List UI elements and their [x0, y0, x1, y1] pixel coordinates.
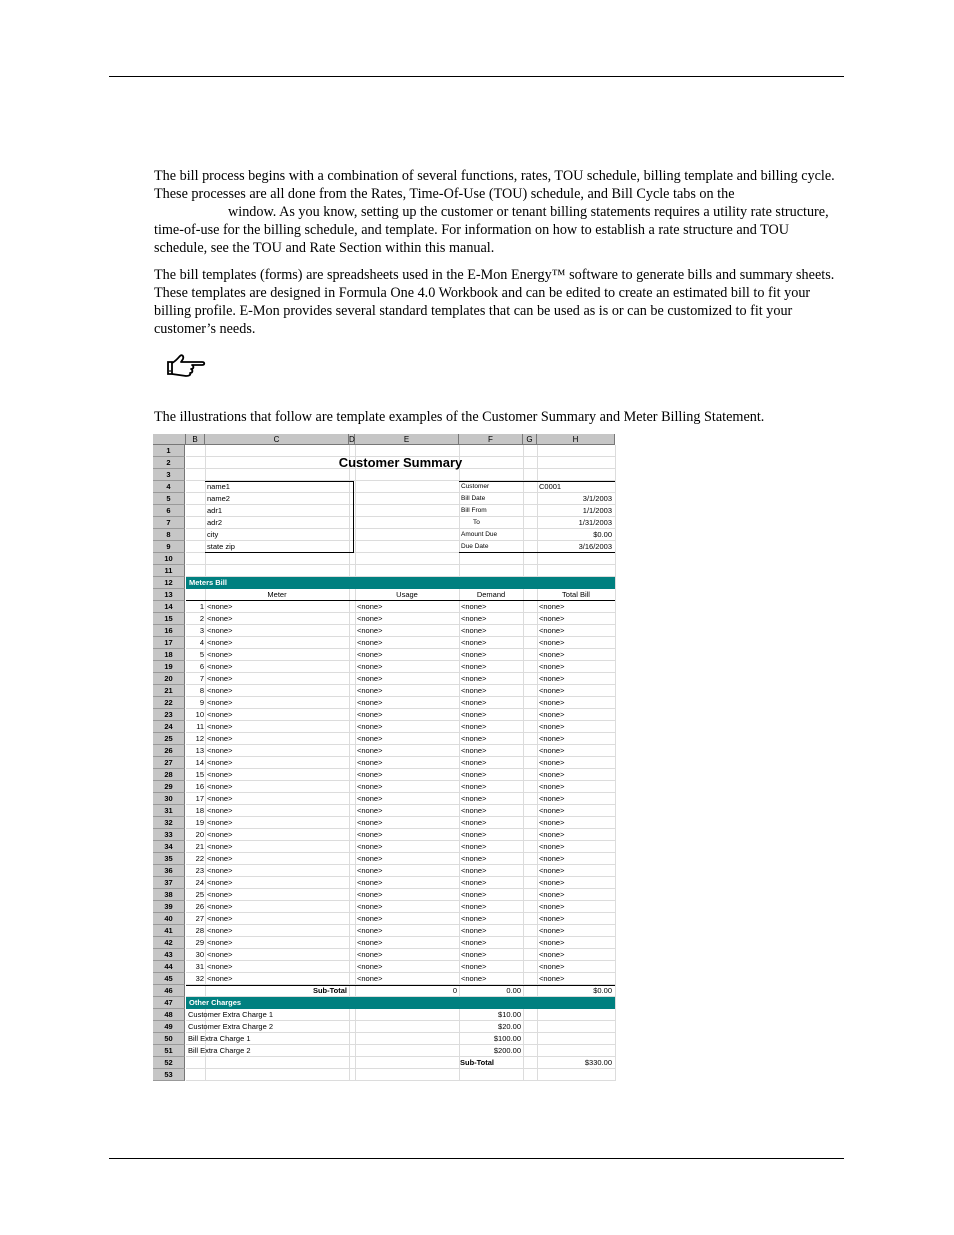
subtotal-usage: 0 — [452, 986, 457, 995]
meter-demand: <none> — [461, 866, 487, 875]
meter-demand: <none> — [461, 902, 487, 911]
meter-name: <none> — [207, 770, 233, 779]
meter-demand: <none> — [461, 770, 487, 779]
meter-total: <none> — [539, 662, 565, 671]
meter-usage: <none> — [357, 674, 383, 683]
meter-name: <none> — [207, 926, 233, 935]
meter-column-header: Demand — [476, 590, 506, 599]
other-charge-value: $20.00 — [498, 1022, 521, 1031]
meter-index: 16 — [195, 782, 204, 791]
meter-usage: <none> — [357, 710, 383, 719]
meter-name: <none> — [207, 866, 233, 875]
meter-usage: <none> — [357, 722, 383, 731]
meter-total: <none> — [539, 746, 565, 755]
address-line: adr1 — [207, 506, 223, 515]
address-box-bottom — [205, 552, 354, 553]
meter-name: <none> — [207, 674, 233, 683]
meter-usage: <none> — [357, 842, 383, 851]
meter-demand: <none> — [461, 758, 487, 767]
meter-total: <none> — [539, 962, 565, 971]
meter-demand: <none> — [461, 818, 487, 827]
address-box-top — [205, 481, 354, 482]
row-header: 48 — [153, 1009, 185, 1021]
meter-usage: <none> — [357, 878, 383, 887]
meter-total: <none> — [539, 950, 565, 959]
meter-total: <none> — [539, 770, 565, 779]
meter-name: <none> — [207, 818, 233, 827]
meter-total: <none> — [539, 710, 565, 719]
meter-usage: <none> — [357, 686, 383, 695]
gridline — [186, 564, 616, 565]
row-header: 29 — [153, 781, 185, 793]
meter-usage: <none> — [357, 782, 383, 791]
other-charge-value: $10.00 — [498, 1010, 521, 1019]
meter-index: 13 — [195, 746, 204, 755]
row-header: 41 — [153, 925, 185, 937]
address-line: adr2 — [207, 518, 223, 527]
meter-demand: <none> — [461, 794, 487, 803]
row-header: 31 — [153, 805, 185, 817]
meter-name: <none> — [207, 974, 233, 983]
meter-index: 29 — [195, 938, 204, 947]
row-header: 24 — [153, 721, 185, 733]
row-header: 15 — [153, 613, 185, 625]
info-label: Amount Due — [461, 531, 498, 538]
meter-demand: <none> — [461, 938, 487, 947]
templates-paragraph: The bill templates (forms) are spreadsheets used in the E-Mon Energy™ software to generate bills and summary sheets. These templates are designed in Formula One 4.0 Workbook and can be edited to create an estimated bill to fit your billing profile. E-Mon provides several standard templates that can be used as is or can be customized to fit your customer’s needs. — [154, 267, 835, 337]
meter-index: 27 — [195, 914, 204, 923]
meter-usage: <none> — [357, 794, 383, 803]
meter-name: <none> — [207, 638, 233, 647]
meter-name: <none> — [207, 686, 233, 695]
meter-demand: <none> — [461, 710, 487, 719]
corner-header — [153, 434, 186, 445]
meter-total: <none> — [539, 782, 565, 791]
row-header: 12 — [153, 577, 185, 589]
meter-total: <none> — [539, 890, 565, 899]
meter-total: <none> — [539, 698, 565, 707]
meter-name: <none> — [207, 722, 233, 731]
meter-demand: <none> — [461, 698, 487, 707]
meter-demand: <none> — [461, 686, 487, 695]
meter-index: 3 — [199, 626, 204, 635]
row-header: 28 — [153, 769, 185, 781]
meter-name: <none> — [207, 902, 233, 911]
meter-total: <none> — [539, 626, 565, 635]
row-header: 43 — [153, 949, 185, 961]
meter-demand: <none> — [461, 806, 487, 815]
meter-total: <none> — [539, 734, 565, 743]
meter-total: <none> — [539, 974, 565, 983]
row-header: 34 — [153, 841, 185, 853]
other-charges-band: Other Charges — [186, 997, 615, 1009]
row-header: 45 — [153, 973, 185, 985]
meter-name: <none> — [207, 878, 233, 887]
meter-name: <none> — [207, 626, 233, 635]
meter-name: <none> — [207, 914, 233, 923]
meter-demand: <none> — [461, 878, 487, 887]
meter-column-header: Usage — [396, 590, 418, 599]
row-header: 16 — [153, 625, 185, 637]
meter-total: <none> — [539, 674, 565, 683]
other-charge-label: Bill Extra Charge 1 — [188, 1034, 251, 1043]
meter-total: <none> — [539, 854, 565, 863]
row-header: 18 — [153, 649, 185, 661]
meter-name: <none> — [207, 758, 233, 767]
info-value: $0.00 — [593, 530, 612, 539]
row-header: 21 — [153, 685, 185, 697]
meter-index: 28 — [195, 926, 204, 935]
meter-name: <none> — [207, 746, 233, 755]
gridline — [186, 1080, 616, 1081]
meter-demand: <none> — [461, 926, 487, 935]
column-header: E — [355, 434, 459, 445]
address-line: state zip — [207, 542, 235, 551]
row-header: 30 — [153, 793, 185, 805]
illustrations-paragraph: The illustrations that follow are template examples of the Customer Summary and Meter Billing Statement. — [154, 409, 765, 425]
row-header: 35 — [153, 853, 185, 865]
meter-demand: <none> — [461, 602, 487, 611]
meter-total: <none> — [539, 794, 565, 803]
meter-usage: <none> — [357, 746, 383, 755]
meter-usage: <none> — [357, 650, 383, 659]
meter-demand: <none> — [461, 854, 487, 863]
meter-name: <none> — [207, 650, 233, 659]
row-header: 14 — [153, 601, 185, 613]
address-box-right — [353, 481, 354, 553]
meter-index: 19 — [195, 818, 204, 827]
meter-name: <none> — [207, 602, 233, 611]
meter-total: <none> — [539, 806, 565, 815]
subtotal-demand: 0.00 — [506, 986, 521, 995]
meter-total: <none> — [539, 686, 565, 695]
intro-text-a: The bill process begins with a combination of several functions, rates, TOU schedule, billing template and billing cycle. These processes are all done from the Rates, Time-Of-Use (TOU) schedule, and Bill Cycle tabs on the — [154, 168, 835, 202]
meter-total: <none> — [539, 614, 565, 623]
meter-demand: <none> — [461, 626, 487, 635]
meter-name: <none> — [207, 782, 233, 791]
meter-index: 18 — [195, 806, 204, 815]
meter-index: 4 — [199, 638, 204, 647]
meters-bill-band: Meters Bill — [186, 577, 615, 589]
info-value: C0001 — [539, 482, 562, 491]
meter-usage: <none> — [357, 602, 383, 611]
meter-demand: <none> — [461, 674, 487, 683]
meter-usage: <none> — [357, 806, 383, 815]
meter-usage: <none> — [357, 926, 383, 935]
subtotal-label: Sub-Total — [312, 986, 347, 995]
meter-name: <none> — [207, 938, 233, 947]
meter-index: 22 — [195, 854, 204, 863]
meter-index: 14 — [195, 758, 204, 767]
meter-total: <none> — [539, 638, 565, 647]
info-box-top — [459, 481, 615, 482]
column-header: H — [537, 434, 615, 445]
other-charge-label: Bill Extra Charge 2 — [188, 1046, 251, 1055]
meter-name: <none> — [207, 950, 233, 959]
column-header: D — [349, 435, 355, 444]
other-charge-label: Customer Extra Charge 1 — [188, 1010, 274, 1019]
meter-name: <none> — [207, 890, 233, 899]
meter-demand: <none> — [461, 890, 487, 899]
column-header: C — [205, 434, 349, 445]
meter-index: 25 — [195, 890, 204, 899]
info-value: 3/1/2003 — [582, 494, 612, 503]
row-header: 19 — [153, 661, 185, 673]
row-header: 26 — [153, 745, 185, 757]
meter-index: 10 — [195, 710, 204, 719]
row-header: 5 — [153, 493, 185, 505]
meter-usage: <none> — [357, 950, 383, 959]
meter-index: 30 — [195, 950, 204, 959]
meter-usage: <none> — [357, 962, 383, 971]
row-header: 42 — [153, 937, 185, 949]
meter-name: <none> — [207, 734, 233, 743]
row-header: 1 — [153, 445, 185, 457]
row-header: 2 — [153, 457, 185, 469]
meter-demand: <none> — [461, 614, 487, 623]
meter-name: <none> — [207, 794, 233, 803]
info-value: 1/31/2003 — [578, 518, 612, 527]
other-charge-value: $200.00 — [493, 1046, 521, 1055]
subtotal-total: $0.00 — [593, 986, 612, 995]
row-header: 8 — [153, 529, 185, 541]
meter-demand: <none> — [461, 782, 487, 791]
meter-total: <none> — [539, 650, 565, 659]
meter-index: 31 — [195, 962, 204, 971]
row-header: 6 — [153, 505, 185, 517]
row-header: 23 — [153, 709, 185, 721]
meter-name: <none> — [207, 806, 233, 815]
meter-usage: <none> — [357, 854, 383, 863]
meter-index: 9 — [199, 698, 204, 707]
meter-total: <none> — [539, 938, 565, 947]
column-header: F — [459, 434, 523, 445]
row-header: 17 — [153, 637, 185, 649]
meter-index: 20 — [195, 830, 204, 839]
row-header: 40 — [153, 913, 185, 925]
pointing-hand-icon — [162, 352, 210, 378]
info-label: Bill From — [461, 507, 487, 514]
meter-index: 26 — [195, 902, 204, 911]
meter-name: <none> — [207, 710, 233, 719]
meter-total: <none> — [539, 842, 565, 851]
meter-name: <none> — [207, 662, 233, 671]
meter-usage: <none> — [357, 734, 383, 743]
meter-name: <none> — [207, 842, 233, 851]
meter-total: <none> — [539, 926, 565, 935]
meter-index: 12 — [195, 734, 204, 743]
meter-index: 11 — [196, 722, 204, 731]
row-header: 53 — [153, 1069, 185, 1081]
address-line: name1 — [207, 482, 230, 491]
column-header: G — [523, 434, 537, 445]
meter-demand: <none> — [461, 830, 487, 839]
meter-index: 1 — [199, 602, 204, 611]
meter-index: 21 — [195, 842, 204, 851]
row-header: 49 — [153, 1021, 185, 1033]
row-header: 25 — [153, 733, 185, 745]
other-charge-value: $100.00 — [493, 1034, 521, 1043]
meter-index: 23 — [195, 866, 204, 875]
row-header: 44 — [153, 961, 185, 973]
meter-name: <none> — [207, 830, 233, 839]
header-rule — [109, 76, 844, 77]
row-header: 50 — [153, 1033, 185, 1045]
meter-name: <none> — [207, 698, 233, 707]
other-subtotal-value: $330.00 — [584, 1058, 612, 1067]
meter-demand: <none> — [461, 722, 487, 731]
row-header: 13 — [153, 589, 185, 601]
meter-demand: <none> — [461, 974, 487, 983]
meter-total: <none> — [539, 722, 565, 731]
info-value: 3/16/2003 — [578, 542, 612, 551]
customer-summary-spreadsheet — [153, 434, 618, 1086]
other-subtotal-label: Sub-Total — [460, 1058, 495, 1067]
intro-paragraph — [154, 167, 844, 257]
row-header: 4 — [153, 481, 185, 493]
meter-name: <none> — [207, 614, 233, 623]
meter-demand: <none> — [461, 950, 487, 959]
meter-total: <none> — [539, 818, 565, 827]
info-label: To — [473, 519, 480, 526]
meter-index: 6 — [199, 662, 204, 671]
row-header: 47 — [153, 997, 185, 1009]
row-header: 38 — [153, 889, 185, 901]
row-header: 37 — [153, 877, 185, 889]
meter-usage: <none> — [357, 614, 383, 623]
meter-total: <none> — [539, 902, 565, 911]
row-header: 46 — [153, 985, 185, 997]
gridline — [615, 445, 616, 1081]
meter-usage: <none> — [357, 902, 383, 911]
meter-demand: <none> — [461, 638, 487, 647]
row-header: 22 — [153, 697, 185, 709]
meter-usage: <none> — [357, 890, 383, 899]
meter-demand: <none> — [461, 662, 487, 671]
meter-index: 15 — [195, 770, 204, 779]
meter-total: <none> — [539, 914, 565, 923]
meter-demand: <none> — [461, 914, 487, 923]
row-header: 9 — [153, 541, 185, 553]
meter-demand: <none> — [461, 842, 487, 851]
row-header: 3 — [153, 469, 185, 481]
meter-demand: <none> — [461, 650, 487, 659]
meter-total: <none> — [539, 602, 565, 611]
row-header: 51 — [153, 1045, 185, 1057]
info-box-bottom — [459, 552, 615, 553]
meter-index: 5 — [199, 650, 204, 659]
row-header: 11 — [153, 565, 185, 577]
other-charge-label: Customer Extra Charge 2 — [188, 1022, 274, 1031]
meter-usage: <none> — [357, 818, 383, 827]
meter-index: 7 — [199, 674, 204, 683]
row-header: 33 — [153, 829, 185, 841]
address-line: city — [207, 530, 219, 539]
meter-usage: <none> — [357, 626, 383, 635]
meter-index: 2 — [199, 614, 204, 623]
meter-total: <none> — [539, 758, 565, 767]
info-value: 1/1/2003 — [582, 506, 612, 515]
info-label: Customer — [461, 483, 490, 490]
sheet-title: Customer Summary — [338, 455, 463, 470]
row-header: 36 — [153, 865, 185, 877]
meter-usage: <none> — [357, 974, 383, 983]
row-header: 10 — [153, 553, 185, 565]
info-label: Bill Date — [461, 495, 486, 502]
row-header: 27 — [153, 757, 185, 769]
meter-usage: <none> — [357, 866, 383, 875]
meter-total: <none> — [539, 866, 565, 875]
meter-index: 17 — [195, 794, 204, 803]
meter-usage: <none> — [357, 662, 383, 671]
meter-usage: <none> — [357, 830, 383, 839]
meter-usage: <none> — [357, 638, 383, 647]
footer-rule — [109, 1158, 844, 1159]
meter-total: <none> — [539, 878, 565, 887]
meter-total: <none> — [539, 830, 565, 839]
meter-index: 32 — [195, 974, 204, 983]
row-header: 20 — [153, 673, 185, 685]
meter-demand: <none> — [461, 746, 487, 755]
meter-column-header: Meter — [267, 590, 287, 599]
meter-name: <none> — [207, 962, 233, 971]
address-line: name2 — [207, 494, 230, 503]
meter-demand: <none> — [461, 734, 487, 743]
meter-usage: <none> — [357, 698, 383, 707]
intro-text-b: window. As you know, setting up the customer or tenant billing statements requires a utility rate structure, time-of-use for the billing schedule, and template. For information on how to establish a rate structure and TOU schedule, see the TOU and Rate Section within this manual. — [154, 204, 829, 256]
row-header: 39 — [153, 901, 185, 913]
row-header: 32 — [153, 817, 185, 829]
meter-index: 8 — [199, 686, 204, 695]
info-label: Due Date — [461, 543, 489, 550]
meter-name: <none> — [207, 854, 233, 863]
meter-index: 24 — [195, 878, 204, 887]
meter-usage: <none> — [357, 758, 383, 767]
meter-usage: <none> — [357, 914, 383, 923]
row-header: 52 — [153, 1057, 185, 1069]
meter-usage: <none> — [357, 770, 383, 779]
meter-usage: <none> — [357, 938, 383, 947]
row-header: 7 — [153, 517, 185, 529]
meter-column-header: Total Bill — [562, 590, 590, 599]
meter-demand: <none> — [461, 962, 487, 971]
column-header: B — [186, 434, 205, 445]
